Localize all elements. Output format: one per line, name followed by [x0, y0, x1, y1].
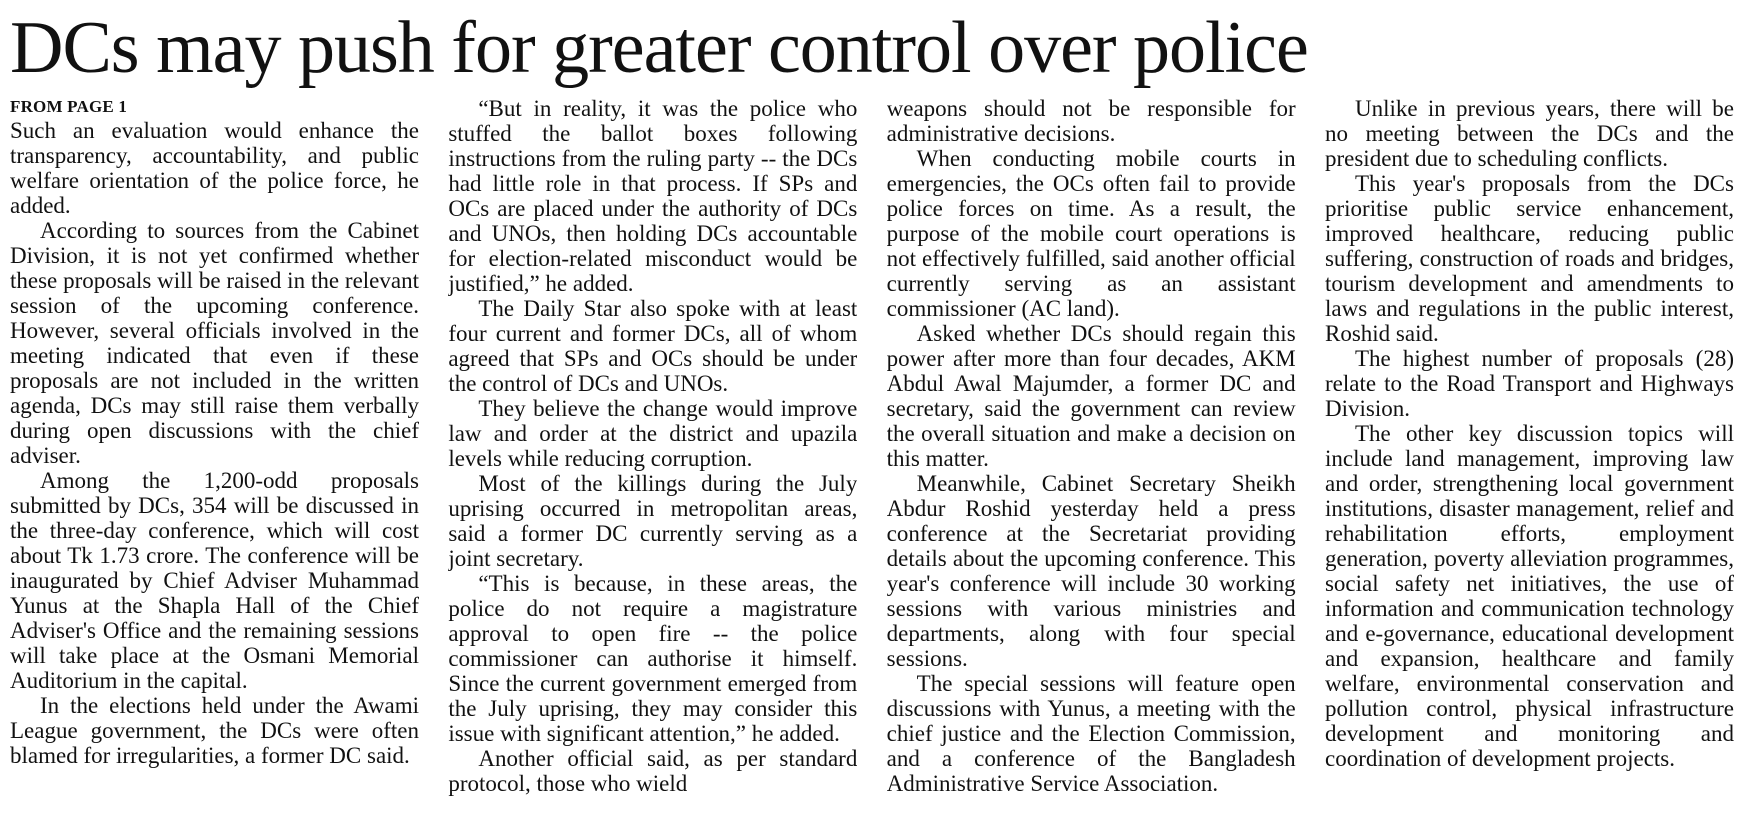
- article-column-4: [1325, 96, 1734, 824]
- paragraph: This year's proposals from the DCs prioritise public service enhancement, improved healthcare, reducing public suffering, construction of roads and bridges, tourism development and amendments to laws and regulations in the public interest, Roshid said.: [1324, 171, 1734, 346]
- article-column-3: [887, 96, 1296, 824]
- paragraph: “But in reality, it was the police who stuffed the ballot boxes following instructions from the ruling party -- the DCs had little role in that process. If SPs and OCs are placed under the authority of DCs and UNOs, then holding DCs accountable for election-related misconduct would be justified,” he added.: [448, 96, 858, 296]
- paragraph: According to sources from the Cabinet Division, it is not yet confirmed whether these proposals will be raised in the relevant session of the upcoming conference. However, several officials involved in the meeting indicated that even if these proposals are not included in the written agenda, DCs may still raise them verbally during open discussions with the chief adviser.: [10, 218, 419, 468]
- paragraph: Meanwhile, Cabinet Secretary Sheikh Abdur Roshid yesterday held a press conference at the Secretariat providing details about the upcoming conference. This year's conference will include 30 working sessions with various ministries and departments, along with four special sessions.: [886, 471, 1296, 671]
- paragraph: weapons should not be responsible for administrative decisions.: [886, 96, 1296, 146]
- paragraph: “This is because, in these areas, the police do not require a magistrature approval to open fire -- the police commissioner can authorise it himself. Since the current government emerged from the July uprising, they may consider this issue with significant attention,” he added.: [448, 571, 858, 746]
- kicker-from-page: FROM PAGE 1: [10, 97, 128, 116]
- paragraph: Among the 1,200-odd proposals submitted by DCs, 354 will be discussed in the three-day conference, which will cost about Tk 1.73 crore. The conference will be inaugurated by Chief Adviser Muhammad Yunus at the Shapla Hall of the Chief Adviser's Office and the remaining sessions will take place at the Osmani Memorial Auditorium in the capital.: [10, 468, 419, 693]
- headline: DCs may push for greater control over police: [10, 7, 1308, 89]
- paragraph: The highest number of proposals (28) relate to the Road Transport and Highways Division.: [1324, 346, 1734, 421]
- paragraph: Another official said, as per standard protocol, those who wield: [448, 746, 858, 796]
- paragraph: When conducting mobile courts in emergencies, the OCs often fail to provide police forces on time. As a result, the purpose of the mobile court operations is not effectively fulfilled, said another official currently serving as an assistant commissioner (AC land).: [886, 146, 1296, 321]
- paragraph: In the elections held under the Awami League government, the DCs were often blamed for irregularities, a former DC said.: [10, 693, 419, 768]
- article-column-1: [10, 96, 419, 824]
- paragraph: They believe the change would improve law and order at the district and upazila levels while reducing corruption.: [448, 396, 858, 471]
- paragraph: Such an evaluation would enhance the transparency, accountability, and public welfare orientation of the police force, he added.: [10, 118, 419, 218]
- article-column-2: [448, 96, 857, 824]
- paragraph: The Daily Star also spoke with at least four current and former DCs, all of whom agreed that SPs and OCs should be under the control of DCs and UNOs.: [448, 296, 858, 396]
- paragraph: Most of the killings during the July uprising occurred in metropolitan areas, said a former DC currently serving as a joint secretary.: [448, 471, 858, 571]
- paragraph: The special sessions will feature open discussions with Yunus, a meeting with the chief justice and the Election Commission, and a conference of the Bangladesh Administrative Service Association.: [886, 671, 1296, 796]
- paragraph: The other key discussion topics will include land management, improving law and order, strengthening local government institutions, disaster management, relief and rehabilitation efforts, employment generation, poverty alleviation programmes, social safety net initiatives, the use of information and communication technology and e-governance, educational development and expansion, healthcare and family welfare, environmental conservation and pollution control, physical infrastructure development and monitoring and coordination of development projects.: [1324, 421, 1734, 771]
- article-columns: [10, 96, 1734, 824]
- news-article: [10, 0, 1734, 836]
- paragraph: Asked whether DCs should regain this power after more than four decades, AKM Abdul Awal Majumder, a former DC and secretary, said the government can review the overall situation and make a decision on this matter.: [886, 321, 1296, 471]
- paragraph: Unlike in previous years, there will be no meeting between the DCs and the president due to scheduling conflicts.: [1324, 96, 1734, 171]
